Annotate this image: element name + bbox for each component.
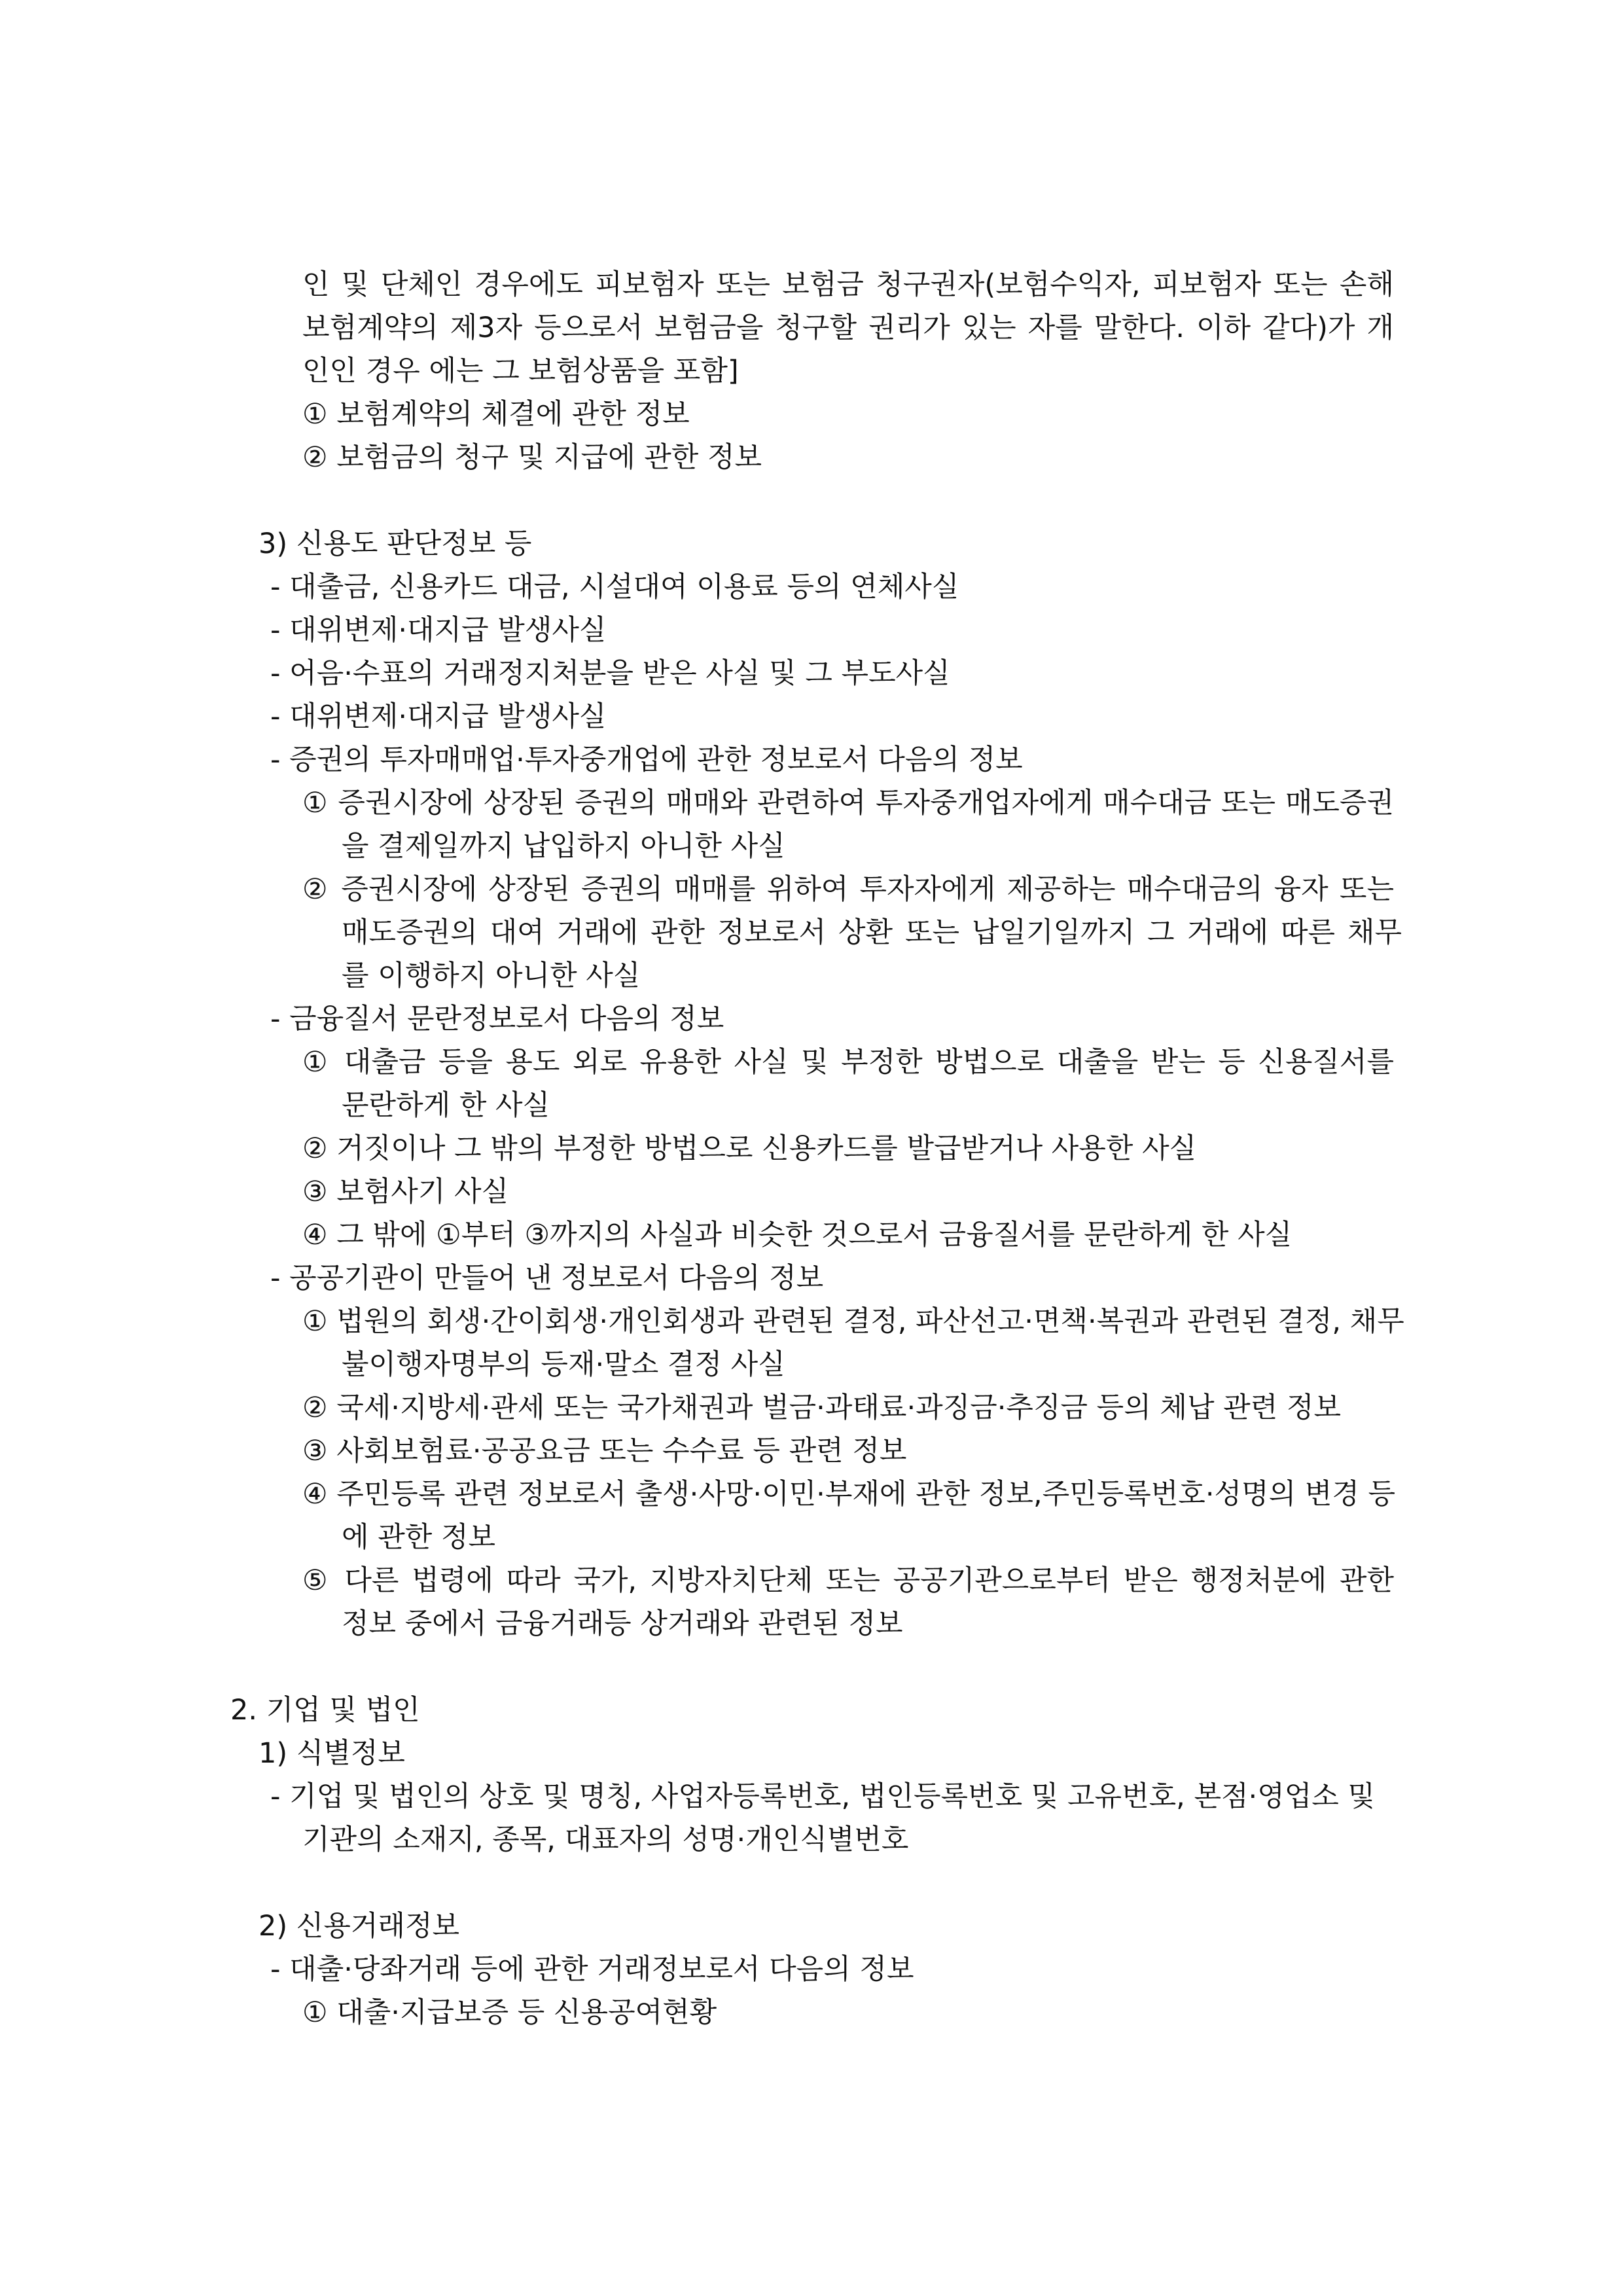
list-item: ② 국세·지방세·관세 또는 국가채권과 벌금·과태료·과징금·추징금 등의 체납 관련 정보	[302, 1391, 1341, 1424]
list-item: ④ 주민등록 관련 정보로서 출생·사망·이민·부재에 관한 정보,주민등록번호·성명의 변경 등	[302, 1478, 1396, 1511]
bullet-item: - 기업 및 법인의 상호 및 명칭, 사업자등록번호, 법인등록번호 및 고유번호, 본점·영업소 및	[270, 1780, 1376, 1813]
list-item: ① 보험계약의 체결에 관한 정보	[302, 398, 690, 431]
bullet-item: - 대출금, 신용카드 대금, 시설대여 이용료 등의 연체사실	[270, 571, 959, 603]
list-item: ③ 사회보험료·공공요금 또는 수수료 등 관련 정보	[302, 1435, 907, 1467]
list-item: ① 대출금 등을 용도 외로 유용한 사실 및 부정한 방법으로 대출을 받는 등 신용질서를	[302, 1046, 1394, 1079]
bullet-item: - 금융질서 문란정보로서 다음의 정보	[270, 1003, 724, 1035]
list-item-continuation: 에 관한 정보	[342, 1521, 496, 1554]
section-heading: 2) 신용거래정보	[259, 1910, 460, 1943]
bullet-item: - 대위변제·대지급 발생사실	[270, 614, 607, 647]
list-item-continuation: 매도증권의 대여 거래에 관한 정보로서 상환 또는 납일기일까지 그 거래에 따른 채무	[342, 916, 1402, 949]
section-heading: 3) 신용도 판단정보 등	[259, 528, 532, 560]
list-item-continuation: 정보 중에서 금융거래등 상거래와 관련된 정보	[342, 1607, 903, 1640]
bullet-item: - 공공기관이 만들어 낸 정보로서 다음의 정보	[270, 1262, 824, 1295]
list-item: ② 증권시장에 상장된 증권의 매매를 위하여 투자자에게 제공하는 매수대금의 융자 또는	[302, 873, 1394, 906]
list-item-continuation: 불이행자명부의 등재·말소 결정 사실	[342, 1348, 785, 1381]
chapter-heading: 2. 기업 및 법인	[230, 1694, 420, 1727]
bullet-item: - 대출·당좌거래 등에 관한 거래정보로서 다음의 정보	[270, 1953, 914, 1986]
bullet-item: - 어음·수표의 거래정지처분을 받은 사실 및 그 부도사실	[270, 657, 950, 690]
list-item: ① 법원의 회생·간이회생·개인회생과 관련된 결정, 파산선고·면책·복권과 관련된 결정, 채무	[302, 1305, 1404, 1338]
list-item: ① 대출·지급보증 등 신용공여현황	[302, 1996, 717, 2029]
list-item: ① 증권시장에 상장된 증권의 매매와 관련하여 투자중개업자에게 매수대금 또는 매도증권	[302, 787, 1394, 819]
bullet-item-continuation: 기관의 소재지, 종목, 대표자의 성명·개인식별번호	[302, 1823, 909, 1856]
list-item: ⑤ 다른 법령에 따라 국가, 지방자치단체 또는 공공기관으로부터 받은 행정처분에 관한	[302, 1564, 1394, 1597]
text-line: 보험계약의 제3자 등으로서 보험금을 청구할 권리가 있는 자를 말한다. 이하 같다)가 개	[302, 312, 1394, 344]
list-item-continuation: 을 결제일까지 납입하지 아니한 사실	[342, 830, 785, 863]
section-heading: 1) 식별정보	[259, 1737, 405, 1770]
bullet-item: - 증권의 투자매매업·투자중개업에 관한 정보로서 다음의 정보	[270, 744, 1023, 776]
list-item: ② 보험금의 청구 및 지급에 관한 정보	[302, 441, 762, 474]
list-item: ② 거짓이나 그 밖의 부정한 방법으로 신용카드를 발급받거나 사용한 사실	[302, 1132, 1197, 1165]
list-item: ④ 그 밖에 ①부터 ③까지의 사실과 비슷한 것으로서 금융질서를 문란하게 한 사실	[302, 1219, 1293, 1251]
text-line: 인 및 단체인 경우에도 피보험자 또는 보험금 청구권자(보험수익자, 피보험자 또는 손해	[302, 268, 1394, 301]
list-item: ③ 보험사기 사실	[302, 1175, 509, 1208]
list-item-continuation: 문란하게 한 사실	[342, 1089, 550, 1122]
text-line: 인인 경우 에는 그 보험상품을 포함]	[302, 355, 739, 387]
list-item-continuation: 를 이행하지 아니한 사실	[342, 960, 641, 992]
bullet-item: - 대위변제·대지급 발생사실	[270, 700, 607, 733]
